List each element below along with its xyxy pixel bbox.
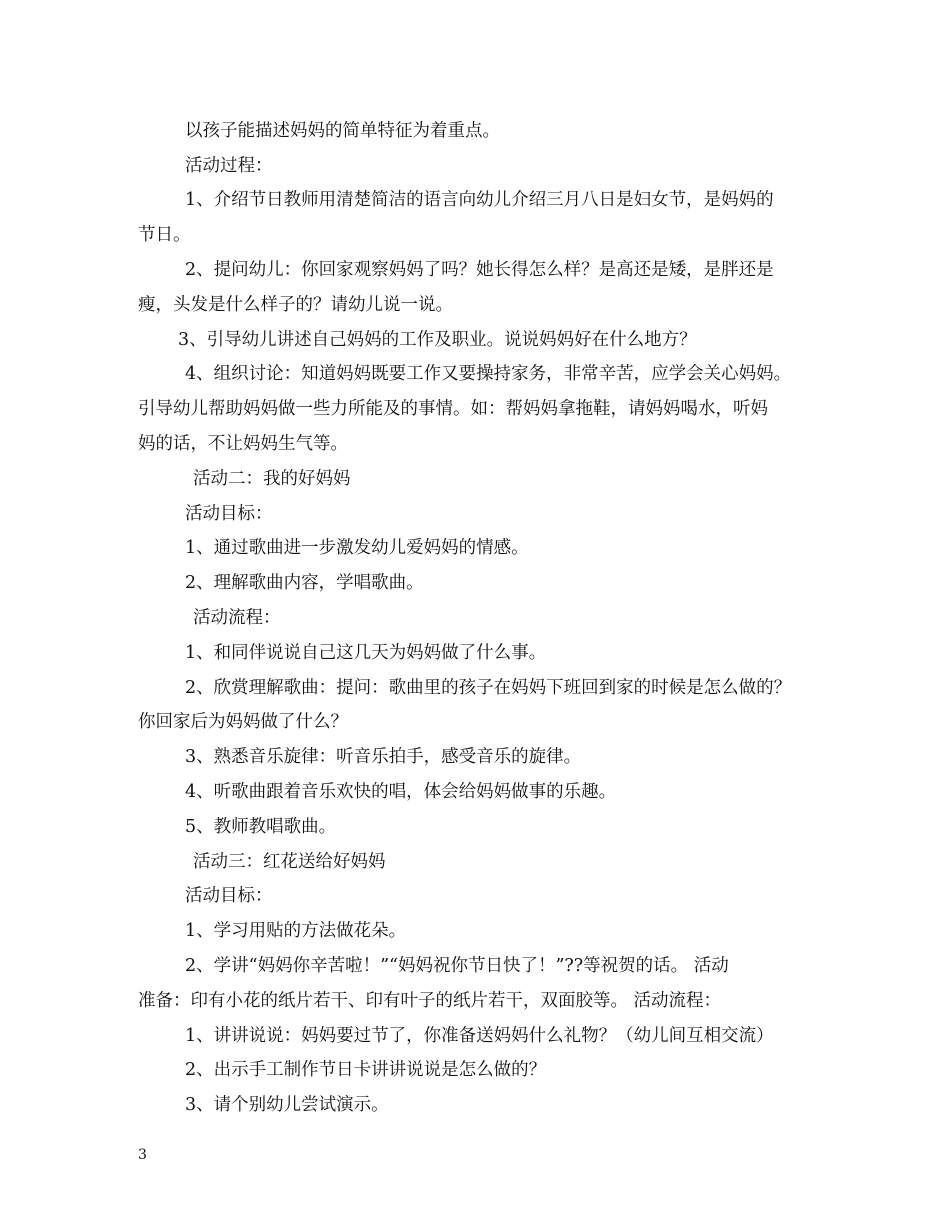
paragraph-line: 准备：印有小花的纸片若干、印有叶子的纸片若干，双面胶等。 活动流程： [138, 991, 722, 1011]
paragraph-line: 4、组织讨论：知道妈妈既要工作又要操持家务，非常辛苦，应学会关心妈妈。 [185, 364, 792, 384]
paragraph-line: 你回家后为妈妈做了什么？ [138, 712, 348, 732]
paragraph-line: 1、通过歌曲进一步激发幼儿爱妈妈的情感。 [185, 538, 529, 558]
paragraph-line: 活动目标： [185, 886, 273, 906]
paragraph-line: 2、欣赏理解歌曲：提问：歌曲里的孩子在妈妈下班回到家的时候是怎么做的？ [185, 678, 792, 698]
section-heading: 活动二：我的好妈妈 [193, 469, 351, 489]
paragraph-line: 3、引导幼儿讲述自己妈妈的工作及职业。说说妈妈好在什么地方？ [178, 330, 697, 350]
paragraph-line: 3、熟悉音乐旋律：听音乐拍手，感受音乐的旋律。 [185, 747, 582, 767]
paragraph-line: 活动流程： [193, 608, 281, 628]
paragraph-line: 2、提问幼儿：你回家观察妈妈了吗？她长得怎么样？是高还是矮，是胖还是 [185, 260, 774, 280]
paragraph-line: 4、听歌曲跟着音乐欢快的唱，体会给妈妈做事的乐趣。 [185, 782, 617, 802]
paragraph-line: 2、理解歌曲内容，学唱歌曲。 [185, 573, 424, 593]
paragraph-line: 1、介绍节日教师用清楚简洁的语言向幼儿介绍三月八日是妇女节，是妈妈的 [185, 190, 774, 210]
section-heading: 活动三：红花送给好妈妈 [193, 852, 386, 872]
paragraph-line: 1、学习用贴的方法做花朵。 [185, 921, 407, 941]
paragraph-line: 活动过程： [185, 156, 273, 176]
paragraph-line: 1、和同伴说说自己这几天为妈妈做了什么事。 [185, 643, 547, 663]
paragraph-line: 2、学讲“妈妈你辛苦啦！”“妈妈祝你节日快了！”??等祝贺的话。 活动 [185, 956, 729, 976]
paragraph-line: 瘦，头发是什么样子的？请幼儿说一说。 [138, 295, 453, 315]
paragraph-line: 1、讲讲说说：妈妈要过节了，你准备送妈妈什么礼物？（幼儿间互相交流） [185, 1026, 774, 1046]
paragraph-line: 活动目标： [185, 504, 273, 524]
paragraph-line: 引导幼儿帮助妈妈做一些力所能及的事情。如：帮妈妈拿拖鞋，请妈妈喝水，听妈 [138, 399, 768, 419]
paragraph-line: 以孩子能描述妈妈的简单特征为着重点。 [185, 121, 500, 141]
paragraph-line: 2、出示手工制作节日卡讲讲说说是怎么做的？ [185, 1060, 547, 1080]
paragraph-line: 3、请个别幼儿尝试演示。 [185, 1095, 389, 1115]
paragraph-line: 妈的话，不让妈妈生气等。 [138, 434, 348, 454]
paragraph-line: 5、教师教唱歌曲。 [185, 817, 337, 837]
page-number: 3 [138, 1147, 147, 1163]
paragraph-line: 节日。 [138, 225, 191, 245]
